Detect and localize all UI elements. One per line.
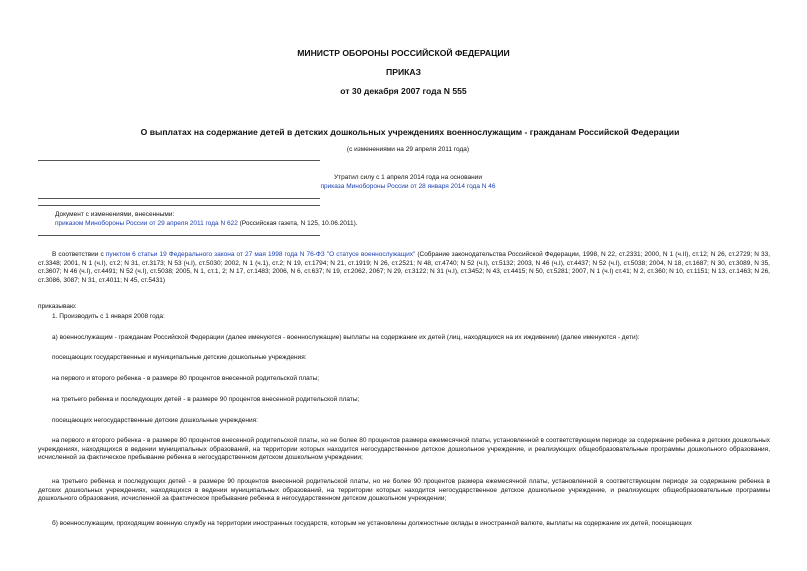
- municipal-heading: посещающих государственные и муниципальные детские дошкольные учреждения:: [52, 354, 307, 361]
- doc-type-heading: ПРИКАЗ: [386, 67, 421, 77]
- preamble-lead: В соответствии с: [52, 251, 106, 258]
- changes-line: [55, 220, 358, 229]
- divider: [38, 235, 320, 236]
- item-b: б) военнослужащим, проходящим военную службу на территории иностранных государств, которым не установлены должностные оклады в иностранной валюте, выплаты на содержание их детей, посещающих: [52, 520, 692, 527]
- divider: [38, 198, 320, 199]
- preamble-paragraph: [38, 251, 770, 285]
- item-1: 1. Производить с 1 января 2008 года:: [52, 313, 165, 320]
- date-number-heading: от 30 декабря 2007 года N 555: [340, 86, 467, 96]
- item-a: а) военнослужащим - гражданам Российской Федерации (далее именуются - военнослужащие) выплаты на содержание их детей (лиц, находящихся на их иждивении) (далее именуются - дети):: [52, 334, 640, 341]
- order-word: приказываю:: [38, 303, 77, 310]
- expiry-line: Утратил силу с 1 апреля 2014 года на основании: [334, 174, 482, 181]
- document-title: О выплатах на содержание детей в детских дошкольных учреждениях военнослужащим - гражданам Российской Федерации: [140, 127, 680, 137]
- divider: [38, 160, 320, 161]
- nonstate-heading: посещающих негосударственные детские дошкольные учреждения:: [52, 417, 258, 424]
- changes-tail: (Российская газета, N 125, 10.06.2011).: [237, 220, 358, 227]
- expiry-link[interactable]: приказа Минобороны России от 28 января 2014 года N 46: [320, 183, 496, 190]
- revision-note: (с изменениями на 29 апреля 2011 года): [346, 146, 470, 153]
- changes-link[interactable]: приказом Минобороны России от 29 апреля 2011 года N 622: [55, 220, 238, 227]
- nonstate-90: на третьего ребенка и последующих детей - в размере 90 процентов внесенной родительской платы, но не более 90 процентов размера ежемесячной платы, установленной в соответствующем периоде за содержание ребенка в детских дошкольных учреждениях, находящихся в ведении муниципальных образований, на территории которых находится негосударственное детское дошкольное учреждение, и реализующих общеобразовательные программы дошкольного образования, исчисленной за фактическое пребывание ребенка в негосударственном детском дошкольном учреждении;: [38, 478, 770, 503]
- nonstate-80: на первого и второго ребенка - в размере 80 процентов внесенной родительской платы, но не более 80 процентов размера ежемесячной платы, установленной в соответствующем периоде за содержание ребенка в детских дошкольных учреждениях, находящихся в ведении муниципальных образований, на территории которых находится негосударственное детское дошкольное учреждение, и реализующих общеобразовательные программы дошкольного образования, исчисленной за фактическое пребывание ребенка в негосударственном детском дошкольном учреждении;: [38, 437, 770, 462]
- preamble-law-link[interactable]: пунктом 6 статьи 19 Федерального закона от 27 мая 1998 года N 76-ФЗ "О статусе военнослужащих": [105, 251, 416, 258]
- preamble-tail: (Собрание законодательства Российской Федерации, 1998, N 22, ст.2331; 2000, N 1 (ч.II), ст.12; N 26, ст.2729; N 33, ст.3348; 2001, N 1 (ч.I), ст.2; N 31, ст.3173; N 53 (ч.I), ст.5030; 2002, N 1 (ч.1), ст.2; N 19, ст.1794; N 21, ст.1919; N 26, ст.2521; N 48, ст.4740; N 52 (ч.I), ст.5132; 2003, N 46 (ч.I), ст.4437; N 52 (ч.I), ст.5038; 2004, N 18, ст.1687; N 30, ст.3089, N 35, ст.3607; N 46 (ч.I), ст.4491; N 52 (ч.I), ст.5038; 2005, N 1, ст.1, 2; N 17, ст.1483; 2006, N 6, ст.637; N 19, ст.2062, 2067; N 29, ст.3122; N 31 (ч.I), ст.3452; N 43, ст.4415; N 50, ст.5281; 2007, N 1 (ч.I) ст.41; N 2, ст.360; N 10, ст.1151; N 13, ст.1463; N 26, ст.3086, 3087; N 31, ст.4011; N 45, ст.5431): [38, 251, 770, 284]
- ministry-heading: МИНИСТР ОБОРОНЫ РОССИЙСКОЙ ФЕДЕРАЦИИ: [297, 48, 510, 58]
- municipal-80: на первого и второго ребенка - в размере 80 процентов внесенной родительской платы;: [52, 375, 320, 382]
- divider: [38, 205, 320, 206]
- municipal-90: на третьего ребенка и последующих детей - в размере 90 процентов внесенной родительской платы;: [52, 396, 360, 403]
- changes-label: Документ с изменениями, внесенными:: [55, 211, 175, 218]
